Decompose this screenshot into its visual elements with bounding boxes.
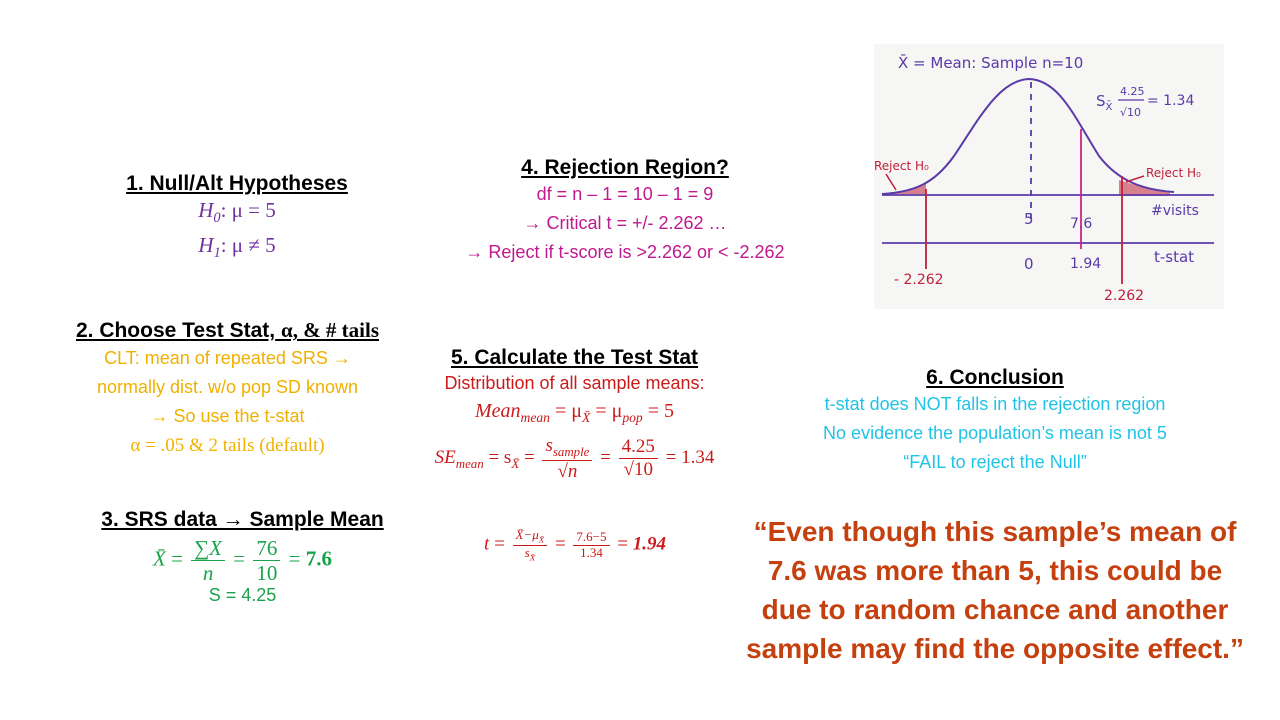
test-stat-block xyxy=(40,318,415,460)
mean-equation: Mean$_{mean}$ = $\mu_{X̄} = \mu_{pop} = 5$ xyxy=(474,400,674,425)
test-stat-title: 2. Choose Test Stat, α, & # tails xyxy=(75,318,380,342)
critical-t-line: → Critical t = +/- 2.262 … xyxy=(523,213,727,233)
axis-label-5: 5 xyxy=(1024,210,1034,228)
sample-mean-equation: X̄ = $\frac{\sum X}{n}$ = $\frac{76}{10}$ = 7.6 xyxy=(153,536,332,586)
conclusion-block xyxy=(765,366,1225,477)
t-equation: t = $\frac{X̄-\mu_{X̄}}{s_{X̄}}$ = $\frac{7.6-5}{1.34}$ = 1.94 xyxy=(484,527,666,563)
reject-right-arrow xyxy=(1126,176,1144,182)
right-critical-label: 2.262 xyxy=(1104,288,1145,304)
use-tstat-line: → So use the t-stat xyxy=(150,406,305,426)
sample-sd: S = 4.25 xyxy=(208,585,277,606)
sketch-sx-den: √10 xyxy=(1120,106,1142,119)
alpha-line: α = .05 & 2 tails (default) xyxy=(130,435,325,456)
sketch-sx-result: = 1.34 xyxy=(1147,93,1195,109)
reject-left-arrow xyxy=(886,174,896,190)
visits-axis-label: #visits xyxy=(1151,203,1199,219)
left-critical-label: - 2.262 xyxy=(894,272,944,288)
interpretation-quote: “Even though this sample’s mean of 7.6 was more than 5, this could be due to random chance and another sample may find the opposite effect.” xyxy=(746,516,1244,664)
se-equation: $SE_{mean} = s_{X̄}$ = $\frac{s_{sample}}{√n}$ = $\frac{4.25}{√10}$ = 1.34 xyxy=(434,435,715,482)
sketch-title: X̄ = Mean: Sample n=10 xyxy=(898,54,1084,72)
hypotheses-title: 1. Null/Alt Hypotheses xyxy=(126,172,348,195)
axis-label-0: 0 xyxy=(1024,255,1034,273)
reject-if-line: → Reject if t-score is >2.262 or < -2.262 xyxy=(465,242,785,262)
calculate-stat-block xyxy=(372,346,777,483)
sample-mean-block xyxy=(55,508,430,605)
reject-right-label: Reject H₀ xyxy=(1146,166,1201,180)
calculate-stat-title: 5. Calculate the Test Stat xyxy=(450,346,699,369)
sample-mean-title: 3. SRS data → Sample Mean xyxy=(101,508,384,531)
axis-label-1-94: 1.94 xyxy=(1070,256,1102,272)
conclusion-line-2: No evidence the population’s mean is not 5 xyxy=(823,423,1167,443)
alt-hypothesis: $H_1$: μ ≠ 5 xyxy=(198,233,276,262)
rejection-region-title: 4. Rejection Region? xyxy=(521,156,729,179)
sketch-sx-label: $S_{X̄}$ xyxy=(1096,92,1113,113)
clt-line: CLT: mean of repeated SRS → xyxy=(104,348,351,368)
null-hypothesis: $H_0$: μ = 5 xyxy=(198,198,276,227)
tstat-axis-label: t-stat xyxy=(1154,248,1195,266)
conclusion-title: 6. Conclusion xyxy=(926,366,1064,389)
conclusion-line-3: “FAIL to reject the Null” xyxy=(903,452,1087,472)
rejection-region-block xyxy=(415,156,835,267)
reject-left-label: Reject H₀ xyxy=(874,159,929,173)
sketch-sx-num: 4.25 xyxy=(1120,85,1145,98)
conclusion-line-1: t-stat does NOT falls in the rejection region xyxy=(824,394,1166,414)
df-line: df = n – 1 = 10 – 1 = 9 xyxy=(536,184,714,204)
sketch-svg xyxy=(874,44,1224,309)
t-distribution-sketch xyxy=(874,44,1224,309)
normal-dist-line: normally dist. w/o pop SD known xyxy=(96,377,359,397)
axis-label-7-6: 7.6 xyxy=(1070,216,1093,232)
hypotheses-block xyxy=(70,172,404,266)
distribution-subtitle: Distribution of all sample means: xyxy=(444,373,705,393)
